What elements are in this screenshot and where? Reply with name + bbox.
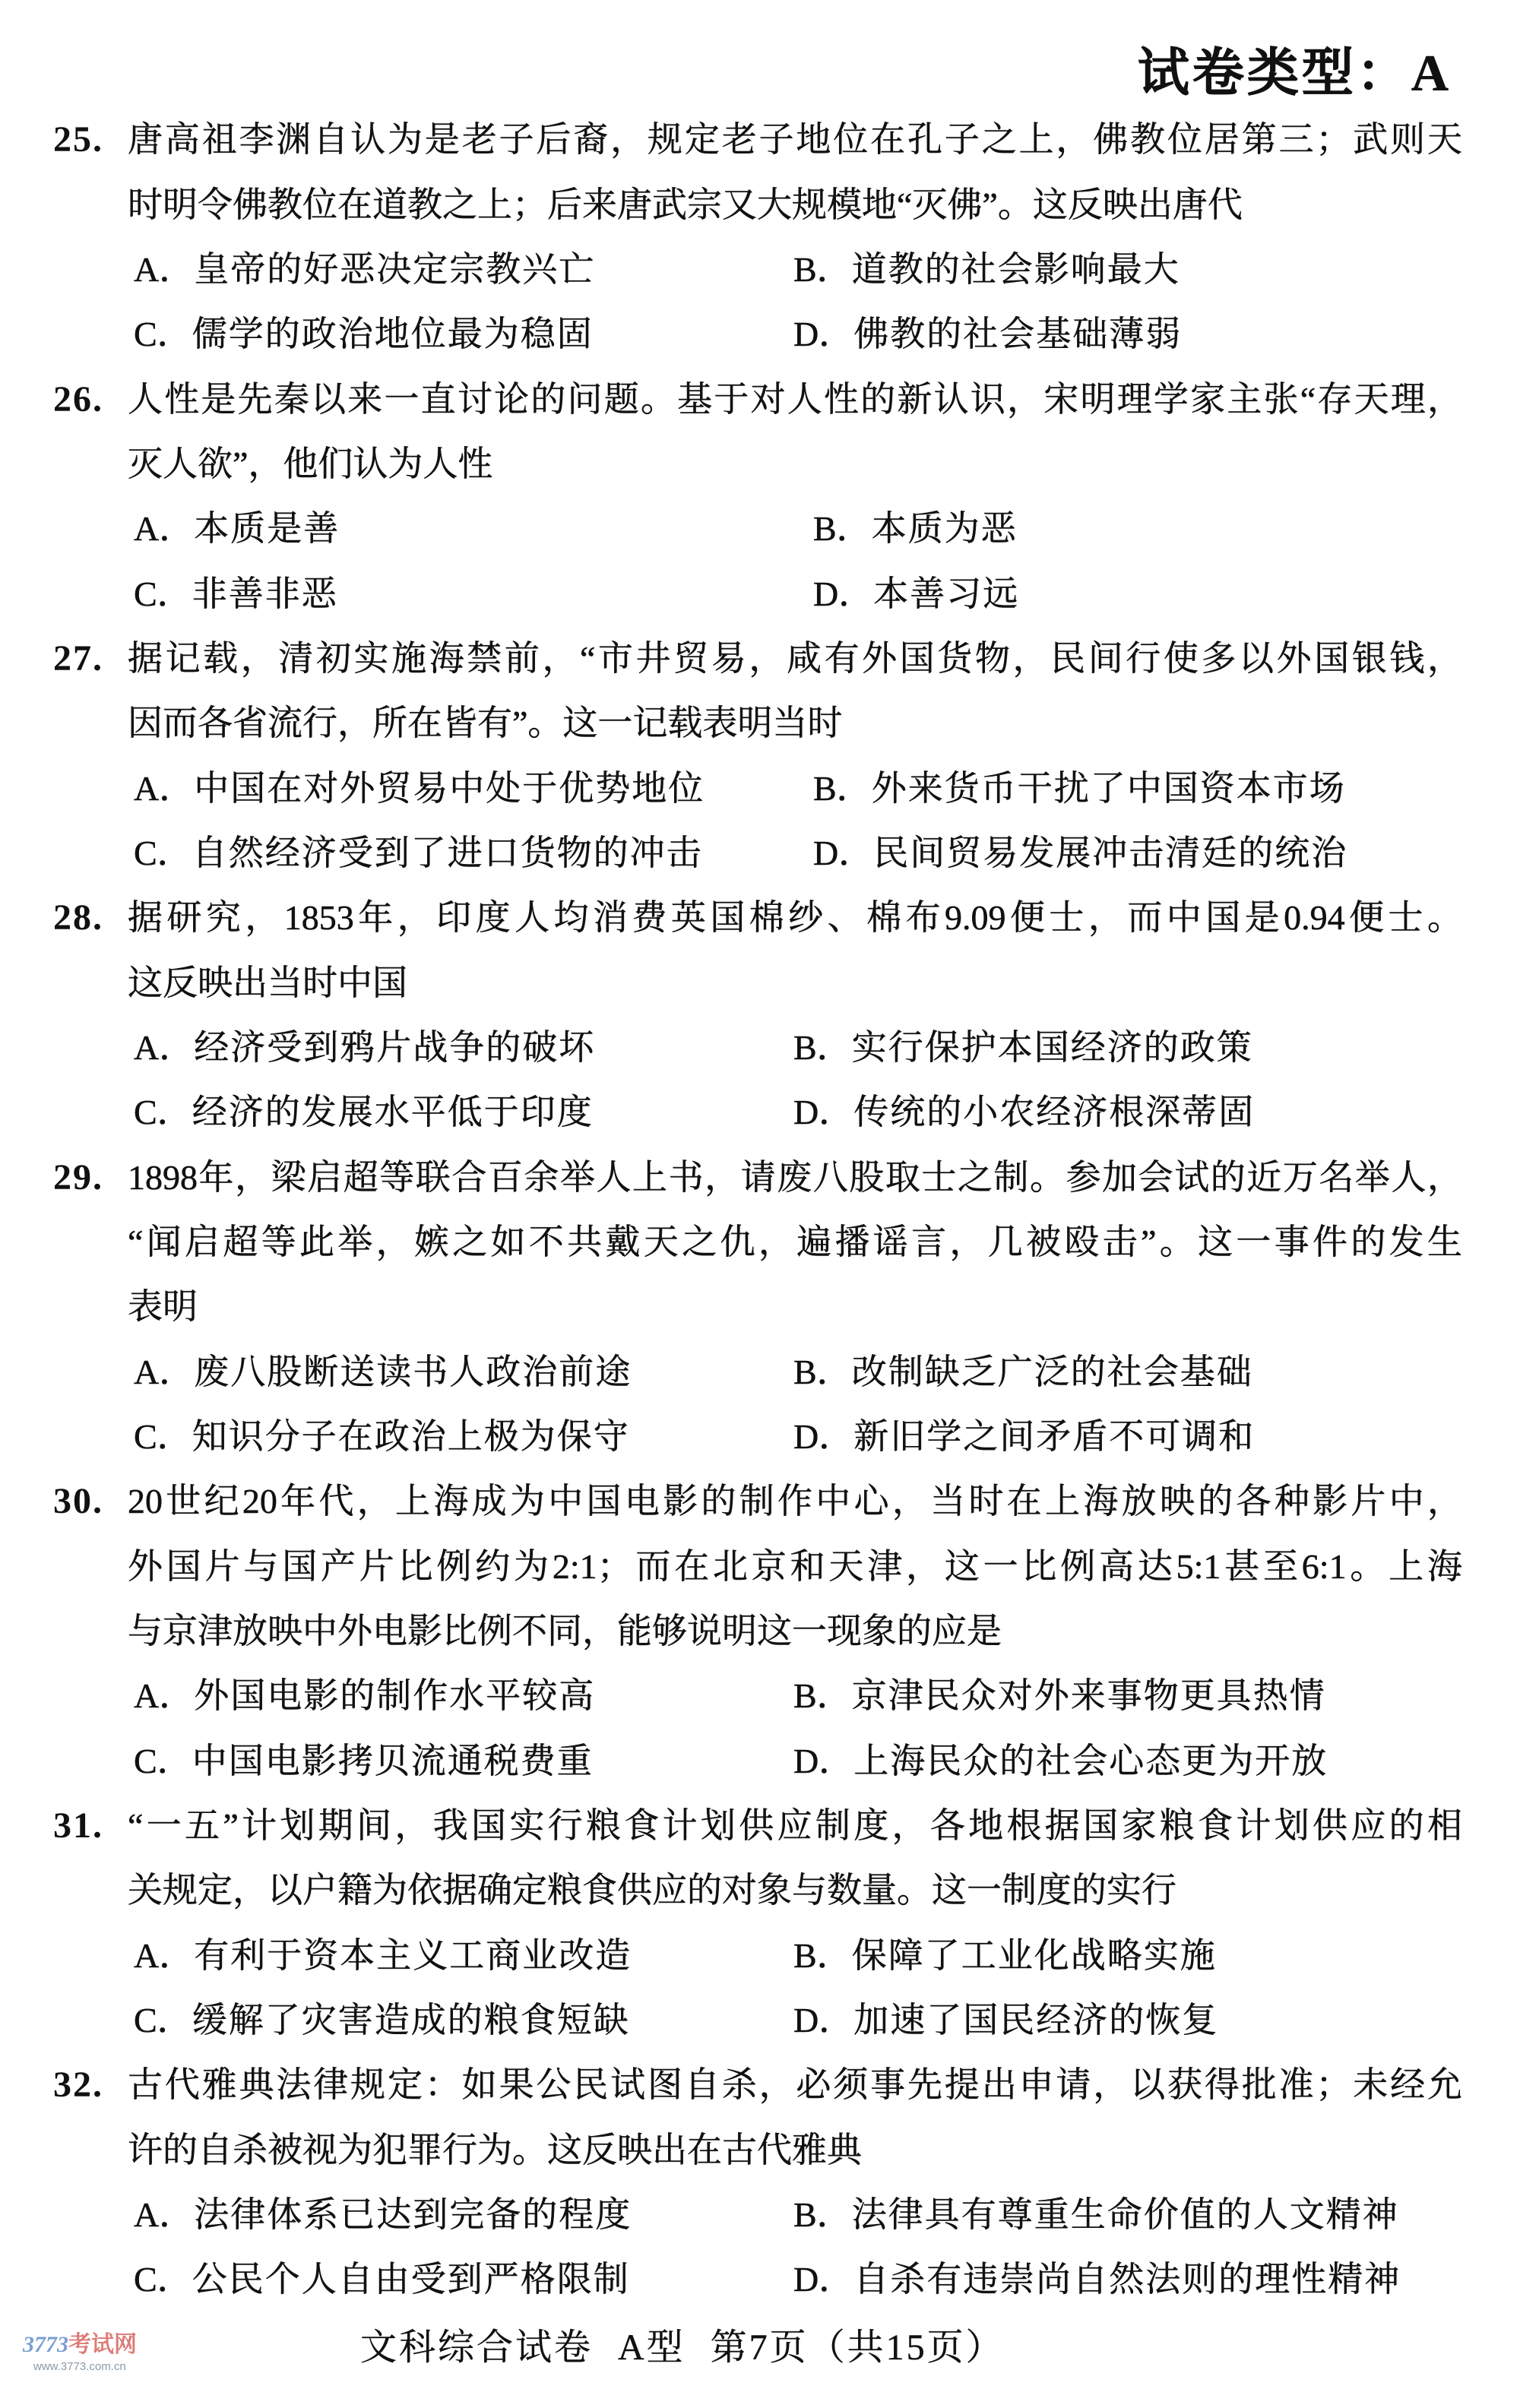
option-a [134, 756, 813, 821]
option-row [134, 1729, 1462, 1793]
question-stem [128, 626, 1462, 756]
option-letter: C． [134, 2000, 192, 2039]
answer-options [134, 237, 1462, 367]
answer-options [134, 1015, 1462, 1145]
option-text: 有利于资本主义工商业改造 [194, 1935, 632, 1975]
option-letter: B． [793, 1027, 852, 1067]
option-letter: B． [793, 249, 852, 289]
option-row [134, 1080, 1462, 1144]
option-row [134, 562, 1462, 626]
option-letter: B． [813, 509, 872, 549]
option-c [134, 1404, 793, 1469]
option-text: 道教的社会影响最大 [851, 249, 1180, 289]
option-text: 改制缺乏广泛的社会基础 [851, 1352, 1253, 1391]
question-stem-line: 因而各省流行，所在皆有”。这一记载表明当时 [128, 704, 843, 743]
question-stem [128, 367, 1462, 497]
option-row [134, 302, 1462, 366]
option-d [793, 1404, 1255, 1469]
option-row [134, 2182, 1462, 2247]
option-text: 儒学的政治地位最为稳固 [192, 315, 594, 354]
answer-options [134, 1923, 1462, 2053]
answer-options [134, 496, 1462, 626]
option-row [134, 2247, 1462, 2311]
option-b [793, 1340, 1253, 1404]
question-stem [128, 1793, 1462, 1923]
option-row [134, 1340, 1462, 1404]
option-letter: D． [813, 574, 874, 613]
question-stem-line: 关规定，以户籍为依据确定粮食供应的对象与数量。这一制度的实行 [128, 1871, 1176, 1910]
option-letter: A． [134, 768, 195, 808]
question-stem-line: 许的自杀被视为犯罪行为。这反映出在古代雅典 [128, 2130, 862, 2169]
option-text: 上海民众的社会心态更为开放 [853, 1741, 1328, 1780]
option-row [134, 1988, 1462, 2052]
option-text: 法律体系已达到完备的程度 [194, 2194, 632, 2234]
option-letter: B． [793, 2194, 852, 2234]
option-c [134, 562, 813, 626]
option-letter: A． [134, 1027, 195, 1067]
question-number: 27. [53, 638, 103, 679]
question-32 [53, 2052, 1462, 2311]
option-letter: B． [793, 1676, 852, 1716]
option-text: 经济受到鸦片战争的破坏 [194, 1027, 596, 1067]
option-text: 中国在对外贸易中处于优势地位 [194, 768, 705, 808]
question-number: 32. [53, 2065, 103, 2106]
question-stem-line: 这反映出当时中国 [128, 963, 407, 1002]
option-a [134, 1340, 793, 1404]
question-stem-line: “一五”计划期间，我国实行粮食计划供应制度，各地根据国家粮食计划供应的相 [128, 1805, 1462, 1845]
question-stem-line: 20世纪20年代，上海成为中国电影的制作中心，当时在上海放映的各种影片中， [128, 1482, 1462, 1521]
option-letter: B． [793, 1935, 852, 1975]
option-letter: D． [793, 2000, 854, 2039]
option-text: 京津民众对外来事物更具热情 [851, 1676, 1326, 1716]
option-b [793, 237, 1180, 302]
option-row [134, 1404, 1462, 1469]
option-row [134, 1663, 1462, 1728]
option-text: 本善习远 [873, 574, 1020, 613]
option-letter: D． [793, 1093, 854, 1132]
question-number: 25. [53, 119, 103, 160]
answer-options [134, 1340, 1462, 1470]
option-letter: C． [134, 2260, 192, 2299]
option-letter: C． [134, 1416, 192, 1456]
option-a [134, 1015, 793, 1080]
option-letter: A． [134, 1935, 195, 1975]
answer-options [134, 756, 1462, 886]
question-stem-line: 1898年，梁启超等联合百余举人上书，请废八股取士之制。参加会试的近万名举人， [128, 1157, 1462, 1197]
option-letter: A． [134, 249, 195, 289]
question-28 [53, 885, 1462, 1144]
option-text: 经济的发展水平低于印度 [192, 1093, 594, 1132]
question-number: 30. [53, 1481, 103, 1522]
option-d [793, 1729, 1328, 1793]
option-row [134, 756, 1462, 821]
option-text: 加速了国民经济的恢复 [853, 2000, 1219, 2039]
option-letter: D． [793, 1416, 854, 1456]
question-stem-line: 外国片与国产片比例约为2:1；而在北京和天津，这一比例高达5:1甚至6:1。上海 [128, 1546, 1462, 1586]
question-stem-line: 唐高祖李渊自认为是老子后裔，规定老子地位在孔子之上，佛教位居第三；武则天 [128, 120, 1462, 160]
question-stem [128, 2052, 1462, 2182]
option-letter: C． [134, 1093, 192, 1132]
watermark-logo-number: 3773 [23, 2332, 68, 2357]
option-row [134, 1015, 1462, 1080]
option-a [134, 1663, 793, 1728]
option-a [134, 1923, 793, 1988]
option-c [134, 1080, 793, 1144]
option-letter: A． [134, 1352, 195, 1391]
question-stem-line: 表明 [128, 1287, 198, 1327]
option-text: 非善非恶 [192, 574, 338, 613]
option-a [134, 496, 813, 561]
option-text: 知识分子在政治上极为保守 [192, 1416, 630, 1456]
option-text: 法律具有尊重生命价值的人文精神 [851, 2194, 1399, 2234]
option-text: 佛教的社会基础薄弱 [853, 315, 1183, 354]
option-text: 公民个人自由受到严格限制 [192, 2260, 630, 2299]
question-stem-line: 灭人欲”，他们认为人性 [128, 444, 493, 483]
option-c [134, 1988, 793, 2052]
option-row [134, 496, 1462, 561]
option-text: 本质是善 [194, 509, 340, 549]
option-text: 保障了工业化战略实施 [851, 1935, 1217, 1975]
paper-type-label: 试卷类型：A [1137, 44, 1452, 102]
option-letter: D． [793, 1741, 854, 1780]
option-text: 本质为恶 [871, 509, 1018, 549]
question-26 [53, 367, 1462, 626]
answer-options [134, 2182, 1462, 2312]
option-letter: D． [793, 315, 854, 354]
option-a [134, 237, 793, 302]
question-stem-line: 与京津放映中外电影比例不同，能够说明这一现象的应是 [128, 1611, 1002, 1650]
option-row [134, 1923, 1462, 1988]
option-letter: C． [134, 315, 192, 354]
question-number: 26. [53, 378, 103, 419]
option-b [793, 2182, 1399, 2247]
question-stem-line: 据研究，1853年，印度人均消费英国棉纱、棉布9.09便士，而中国是0.94便士。 [128, 898, 1462, 938]
option-text: 自然经济受到了进口货物的冲击 [192, 833, 703, 872]
option-letter: A． [134, 1676, 195, 1716]
option-letter: C． [134, 1741, 192, 1780]
option-letter: A． [134, 2194, 195, 2234]
question-number: 31. [53, 1805, 103, 1846]
question-29 [53, 1145, 1462, 1470]
question-number: 29. [53, 1157, 103, 1198]
option-text: 新旧学之间矛盾不可调和 [853, 1416, 1256, 1456]
question-stem [128, 1145, 1462, 1340]
option-b [813, 496, 1018, 561]
question-stem-line: 据记载，清初实施海禁前，“市井贸易，咸有外国货物，民间行使多以外国银钱， [128, 638, 1462, 678]
option-letter: A． [134, 509, 195, 549]
option-text: 缓解了灾害造成的粮食短缺 [192, 2000, 630, 2039]
option-text: 皇帝的好恶决定宗教兴亡 [194, 249, 596, 289]
option-letter: B． [813, 768, 872, 808]
option-b [793, 1015, 1253, 1080]
option-text: 外国电影的制作水平较高 [194, 1676, 596, 1716]
question-27 [53, 626, 1462, 885]
option-b [793, 1663, 1326, 1728]
option-a [134, 2182, 793, 2247]
option-c [134, 821, 813, 885]
option-letter: D． [813, 833, 874, 872]
option-d [793, 1988, 1218, 2052]
question-stem-line: 时明令佛教位在道教之上；后来唐武宗又大规模地“灭佛”。这反映出唐代 [128, 185, 1243, 224]
question-stem [128, 885, 1462, 1015]
question-stem [128, 107, 1462, 237]
question-30 [53, 1469, 1462, 1793]
watermark-logo-name: 考试网 [68, 2332, 137, 2357]
option-text: 外来货币干扰了中国资本市场 [871, 768, 1346, 808]
option-letter: D． [793, 2260, 854, 2299]
option-text: 民间贸易发展冲击清廷的统治 [873, 833, 1348, 872]
option-b [793, 1923, 1217, 1988]
question-number: 28. [53, 897, 103, 938]
question-list [53, 107, 1462, 2311]
option-d [793, 1080, 1255, 1144]
question-stem-line: “闻启超等此举，嫉之如不共戴天之仇，遍播谣言，几被殴击”。这一事件的发生 [128, 1222, 1462, 1261]
answer-options [134, 1663, 1462, 1793]
question-stem-line: 古代雅典法律规定：如果公民试图自杀，必须事先提出申请，以获得批准；未经允 [128, 2065, 1462, 2105]
option-row [134, 237, 1462, 302]
question-31 [53, 1793, 1462, 2052]
question-stem-line: 人性是先秦以来一直讨论的问题。基于对人性的新认识，宋明理学家主张“存天理， [128, 379, 1462, 419]
watermark-url: www.3773.com.cn [33, 2360, 126, 2373]
option-d [793, 2247, 1401, 2311]
option-letter: C． [134, 574, 192, 613]
question-stem [128, 1469, 1462, 1663]
option-text: 中国电影拷贝流通税费重 [192, 1741, 594, 1780]
option-row [134, 821, 1462, 885]
option-d [813, 821, 1347, 885]
option-c [134, 2247, 793, 2311]
option-text: 废八股断送读书人政治前途 [194, 1352, 632, 1391]
option-b [813, 756, 1346, 821]
option-letter: C． [134, 833, 192, 872]
option-d [793, 302, 1182, 366]
option-c [134, 1729, 793, 1793]
page-footer: 文科综合试卷 A型 第7页（共15页） [360, 2327, 1005, 2368]
option-d [813, 562, 1019, 626]
option-c [134, 302, 793, 366]
option-text: 实行保护本国经济的政策 [851, 1027, 1253, 1067]
option-letter: B． [793, 1352, 852, 1391]
watermark-logo [23, 2331, 137, 2359]
option-text: 传统的小农经济根深蒂固 [853, 1093, 1256, 1132]
question-25 [53, 107, 1462, 366]
option-text: 自杀有违崇尚自然法则的理性精神 [853, 2260, 1401, 2299]
